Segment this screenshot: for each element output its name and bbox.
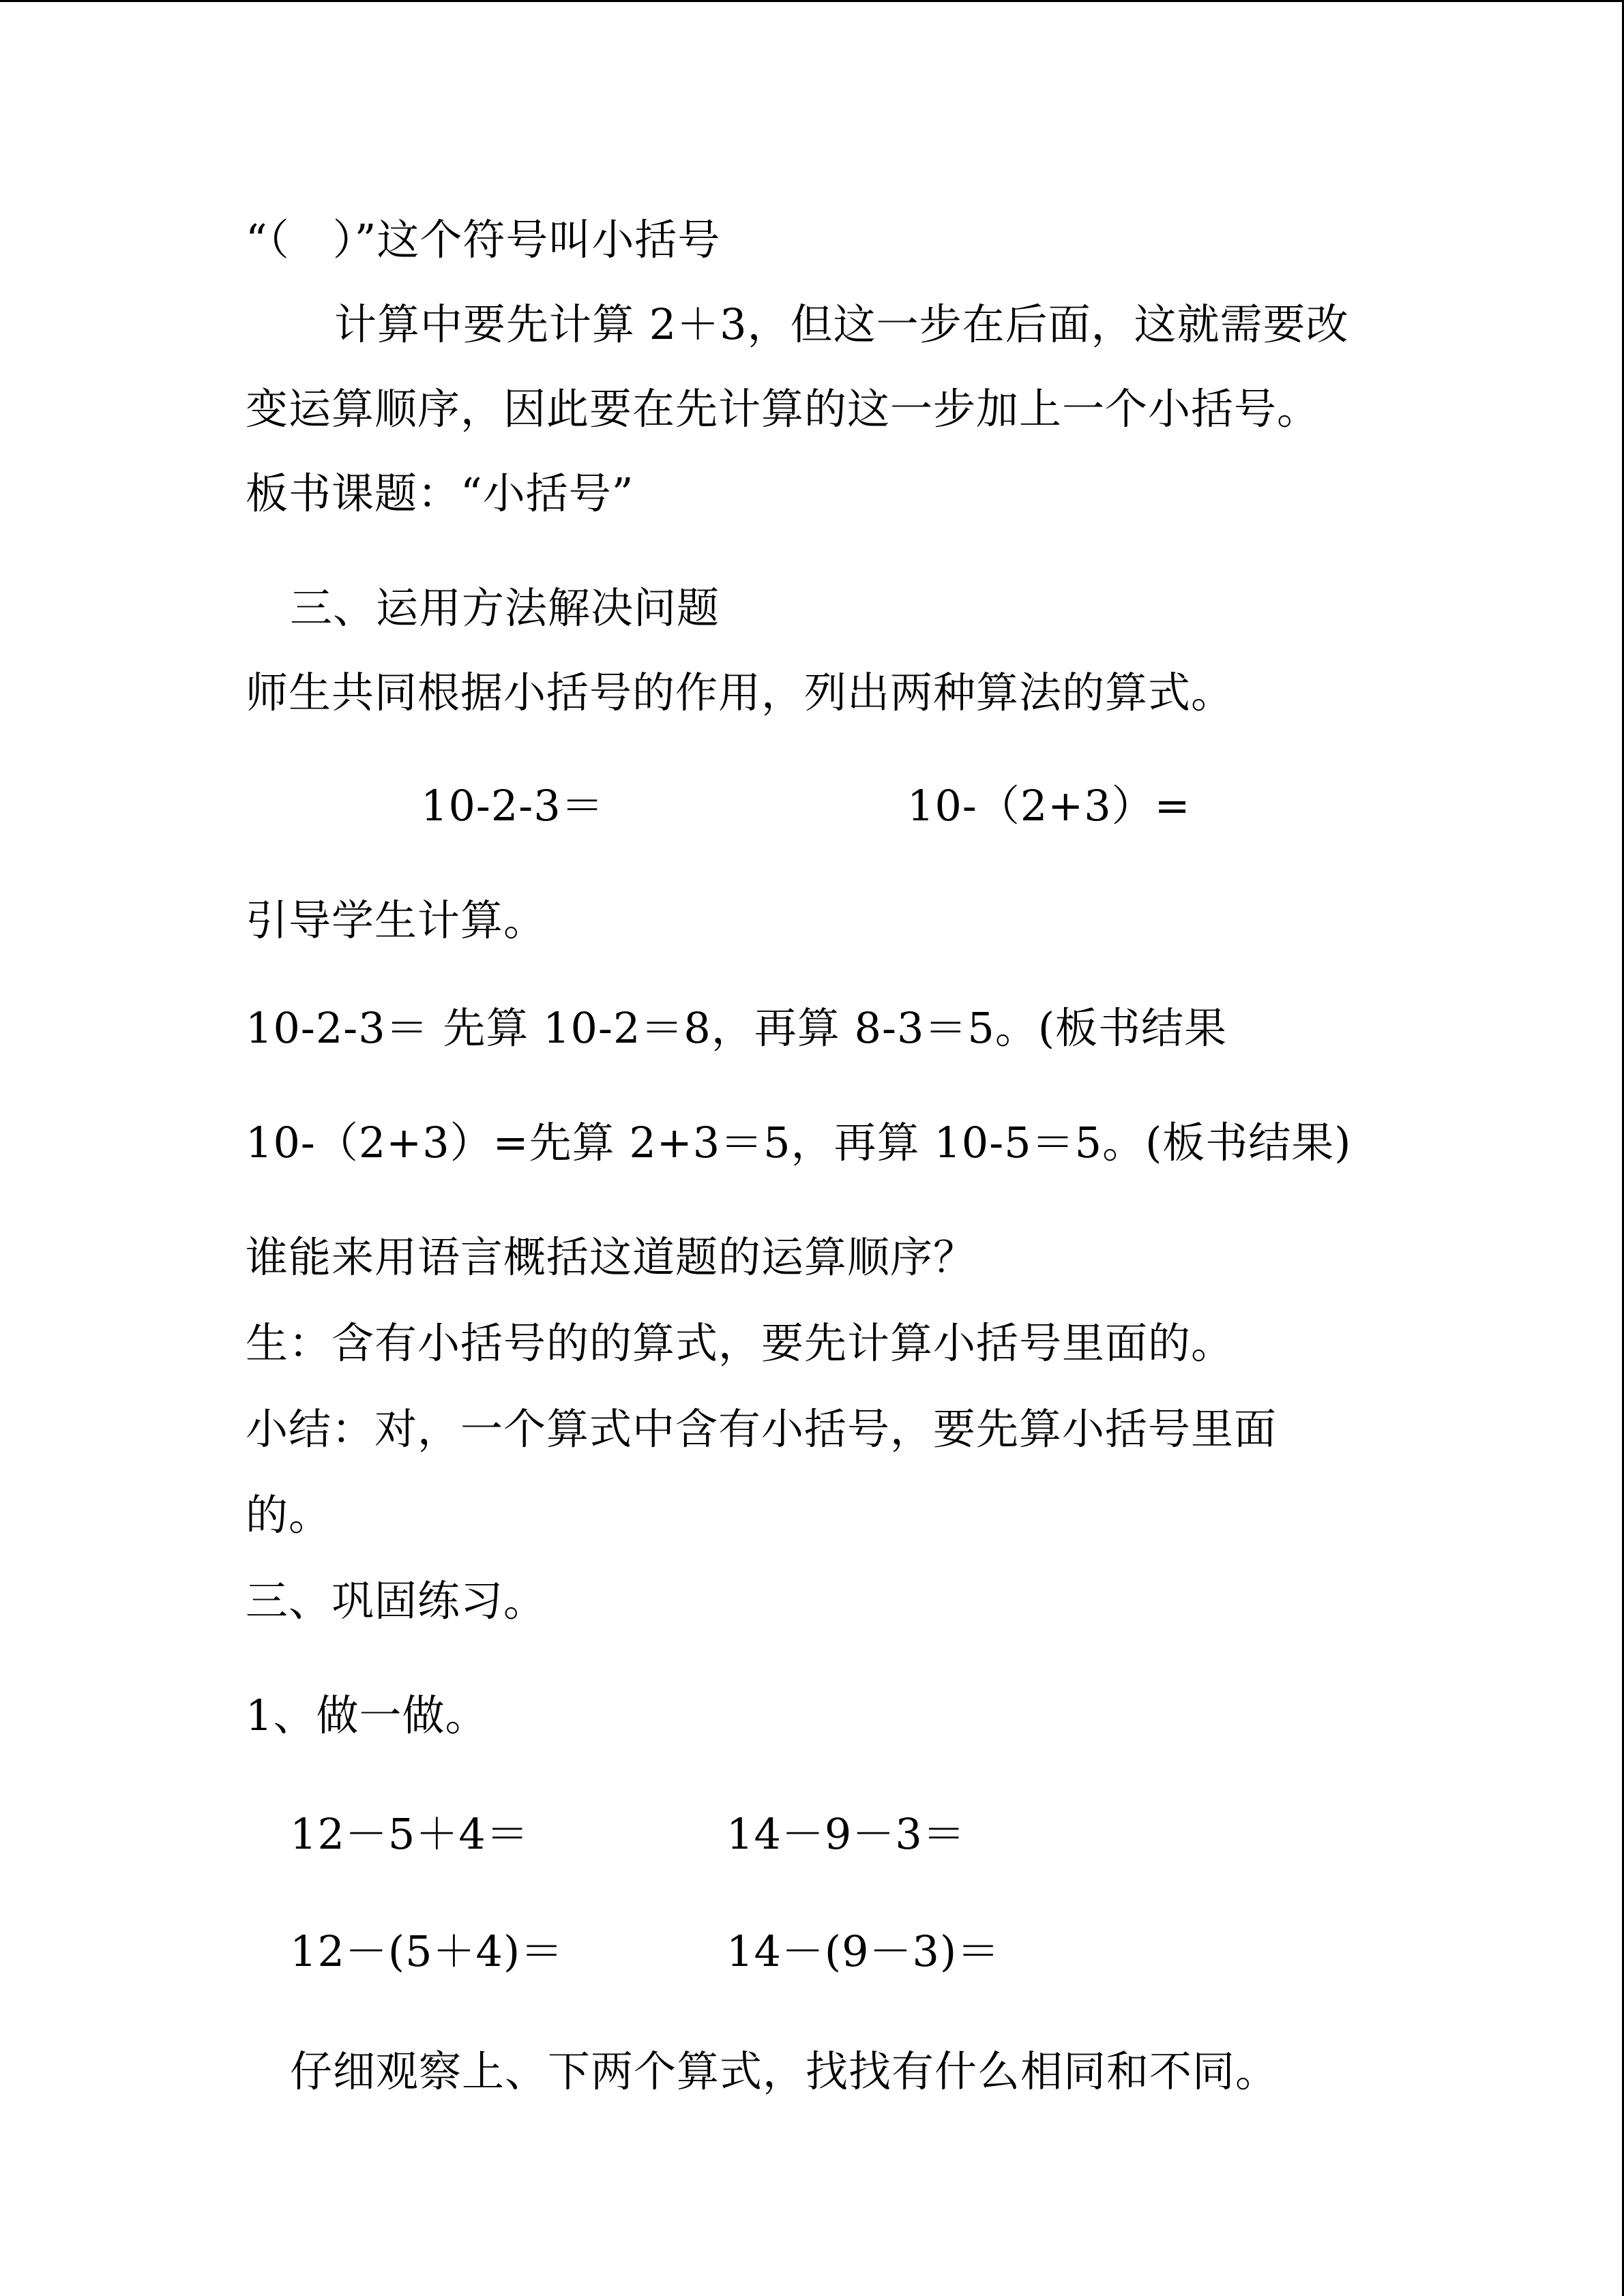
equation-right: 10-（2+3）=	[907, 781, 1191, 831]
exercise-equation: 12－(5＋4)＝	[290, 1926, 564, 1976]
exercise-equation: 14－9－3＝	[726, 1809, 966, 1859]
summary-line: 小结：对，一个算式中含有小括号，要先算小括号里面	[246, 1404, 1278, 1454]
paragraph-line: 师生共同根据小括号的作用，列出两种算法的算式。	[246, 668, 1235, 717]
observation-line: 仔细观察上、下两个算式，找找有什么相同和不同。	[290, 2046, 1279, 2096]
calculation-line: 10-（2+3）=先算 2+3＝5，再算 10-5＝5。(板书结果)	[246, 1118, 1352, 1167]
board-title-line: 板书课题：“小括号”	[246, 468, 634, 518]
section-heading: 三、运用方法解决问题	[290, 583, 720, 633]
equation-left: 10-2-3＝	[421, 781, 604, 831]
paragraph-line: 计算中要先计算 2＋3，但这一步在后面，这就需要改	[334, 299, 1349, 349]
paragraph-line: 引导学生计算。	[246, 895, 547, 945]
exercise-equation: 12－5＋4＝	[290, 1809, 529, 1859]
exercise-heading: 1、做一做。	[246, 1690, 488, 1740]
section-heading: 三、巩固练习。	[246, 1576, 547, 1626]
question-line: 谁能来用语言概括这道题的运算顺序？	[246, 1232, 977, 1282]
summary-line: 的。	[246, 1490, 332, 1540]
paragraph-line: 变运算顺序，因此要在先计算的这一步加上一个小括号。	[246, 384, 1320, 434]
exercise-equation: 14－(9－3)＝	[726, 1926, 1001, 1976]
calculation-line: 10-2-3＝ 先算 10-2＝8，再算 8-3＝5。(板书结果	[246, 1003, 1228, 1053]
student-answer-line: 生：含有小括号的的算式，要先计算小括号里面的。	[246, 1318, 1235, 1368]
bracket-definition-line: “（ ）”这个符号叫小括号	[246, 215, 721, 265]
